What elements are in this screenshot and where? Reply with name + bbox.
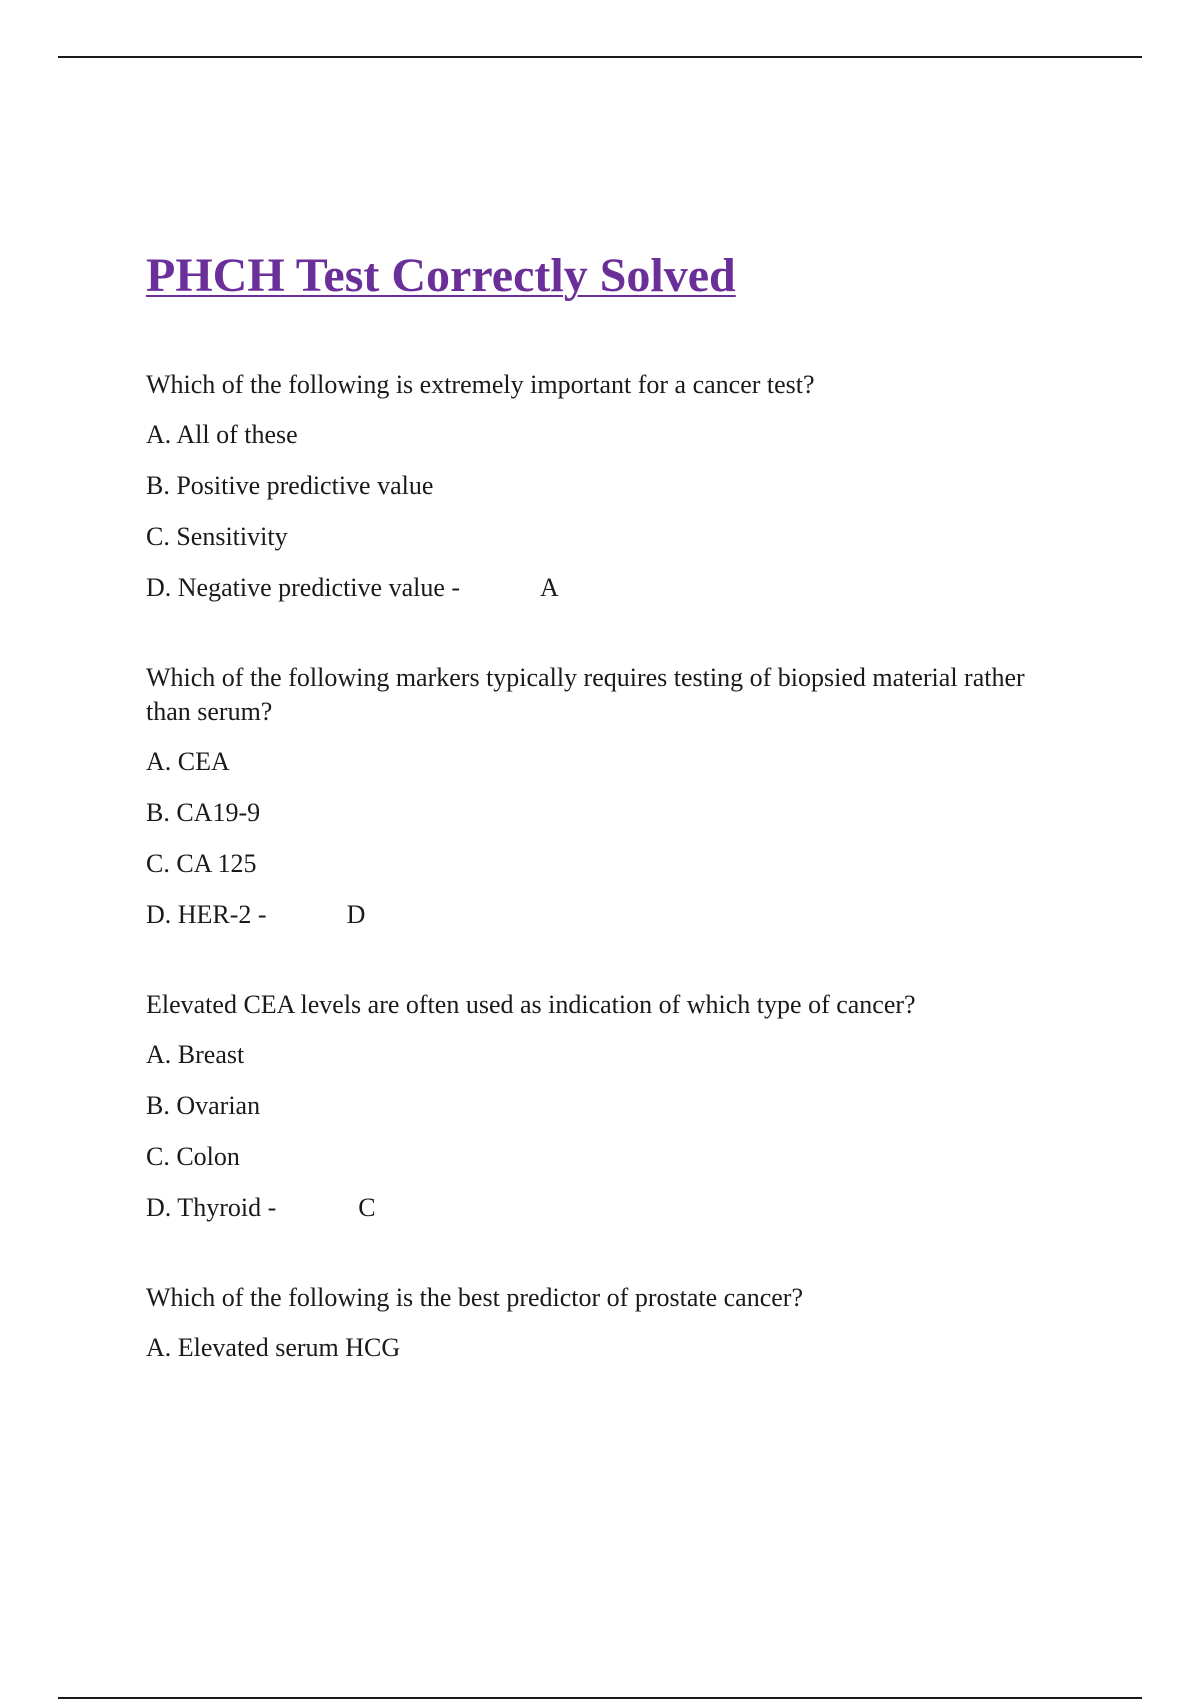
option-b: B. Ovarian xyxy=(146,1091,261,1120)
question-1 xyxy=(146,368,1046,605)
option-a: A. Elevated serum HCG xyxy=(146,1333,401,1362)
answer-key: A xyxy=(540,573,559,602)
header-rule xyxy=(58,56,1142,58)
footer-rule xyxy=(58,1697,1142,1699)
option-a: A. All of these xyxy=(146,420,298,449)
option-d: D. HER-2 - D xyxy=(146,898,1046,932)
answer-key: D xyxy=(346,900,366,929)
document-title: PHCH Test Correctly Solved xyxy=(146,249,736,302)
option-a: A. Breast xyxy=(146,1040,245,1069)
option-c: C. Colon xyxy=(146,1142,240,1171)
question-3 xyxy=(146,988,1046,1225)
question-list xyxy=(146,368,1046,1365)
answer-key: C xyxy=(358,1193,376,1222)
question-text: Which of the following is the best predictor of prostate cancer? xyxy=(146,1283,803,1312)
option-b: B. CA19-9 xyxy=(146,798,261,827)
question-text: Elevated CEA levels are often used as indication of which type of cancer? xyxy=(146,990,916,1019)
document-body xyxy=(146,246,1046,1421)
question-text: Which of the following is extremely important for a cancer test? xyxy=(146,370,815,399)
question-4 xyxy=(146,1281,1046,1365)
option-d: D. Thyroid - C xyxy=(146,1191,1046,1225)
option-b: B. Positive predictive value xyxy=(146,471,434,500)
option-c: C. Sensitivity xyxy=(146,522,288,551)
option-a: A. CEA xyxy=(146,747,230,776)
question-text: Which of the following markers typically requires testing of biopsied material rather than serum? xyxy=(146,663,1025,726)
option-d: D. Negative predictive value - A xyxy=(146,571,1046,605)
option-c: C. CA 125 xyxy=(146,849,257,878)
question-2 xyxy=(146,661,1046,932)
